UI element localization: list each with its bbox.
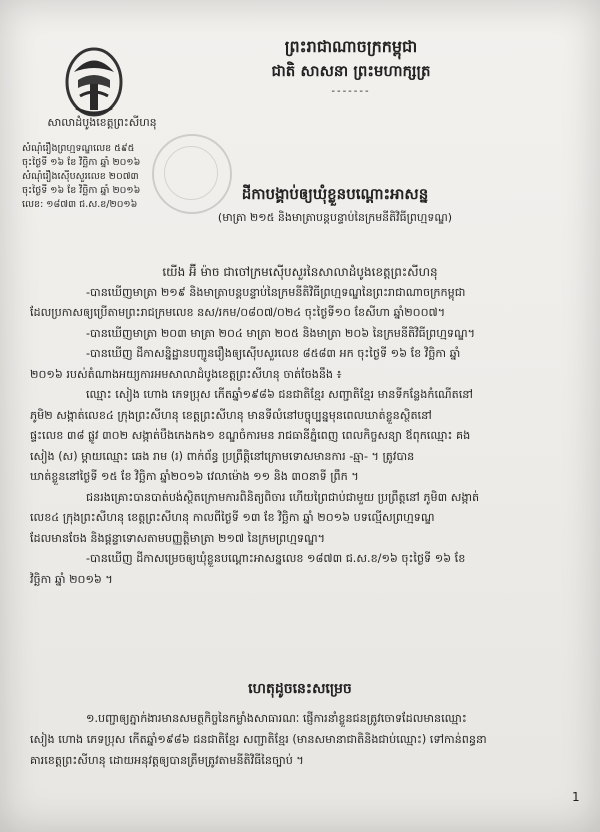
body-line: ឈ្មោះ សៀង ហោង ភេទប្រុស កើតឆ្នាំ១៩៨៦ ជនជាតិខ្មែរ សញ្ជាតិខ្មែរ មានទីកន្លែងកំណើតនៅ bbox=[86, 388, 473, 401]
body-line: ភូមិ២ សង្កាត់លេខ៤ ក្រុងព្រះសីហនុ ខេត្តព្រះសីហនុ មានទីលំនៅបច្ចុប្បន្នមុនពេលឃាត់ខ្លួនស្ថិតនៅ bbox=[30, 408, 432, 422]
court-name: សាលាដំបូងខេត្តព្រះសីហនុ bbox=[47, 116, 157, 129]
page-number: 1 bbox=[572, 790, 580, 804]
body-line: វិច្ឆិកា ឆ្នាំ ២០១៦ ។ bbox=[30, 572, 113, 586]
document-body bbox=[30, 262, 570, 590]
ministry-seal-logo bbox=[64, 44, 124, 124]
document-subtitle: (មាត្រា ២១៥ និងមាត្រាបន្តបន្ទាប់នៃក្រមនីតិវិធីព្រហ្មទណ្ឌ) bbox=[217, 211, 453, 224]
body-line: ជនរងគ្រោះបានបាត់បង់ស្ថិតក្រោមការពិនិត្យពិចារ ហើយព្រៃជាប់ជាមួយ ប្រព្រឹត្តនៅ ភូមិ៣ សង្កាត់ bbox=[86, 490, 480, 504]
body-line: ដែលប្រកាសឲ្យប្រើតាមព្រះរាជក្រមលេខ នស/រកម/០៨០៧/០២៤ ចុះថ្ងៃទី១០ ខែសីហា ឆ្នាំ២០០៧។ bbox=[30, 306, 446, 319]
reference-line: សំណុំរឿងព្រហ្មទណ្ឌលេខ ៥៩៥ bbox=[22, 143, 135, 154]
national-motto: ជាតិ សាសនា ព្រះមហាក្សត្រ bbox=[271, 62, 431, 80]
body-line: -បានឃើញមាត្រា ២១៩ និងមាត្រាបន្តបន្ទាប់នៃក្រមនីតិវិធីព្រហ្មទណ្ឌនៃព្រះរាជាណាចក្រកម្ពុជា bbox=[86, 285, 466, 299]
decision-body bbox=[30, 708, 570, 771]
body-line: សៀង (ស) ម្ដាយឈ្មោះ ឆេង រាម (រ) ពាក់ព័ន្ធ ប្រព្រឹត្តិនៅក្រោមទោសមានការ -ឆ្មា- ។ ត្រូវបាន bbox=[30, 449, 415, 463]
body-line: ផ្ទះលេខ ៣៨ ផ្លូវ ៣០២ សង្កាត់បឹងកេងកង១ ខណ្ឌចំការមន រាជធានីភ្នំពេញ ពេលកិច្ចសន្យា ឪពុកឈ្មោះ គង bbox=[30, 429, 471, 442]
body-line: ២០១៦ របស់តំណាងអយ្យការអមសាលាដំបូងខេត្តព្រះសីហនុ ចាត់ចែងនឹង ៖ bbox=[30, 367, 342, 381]
body-line: -បានឃើញមាត្រា ២០៣ មាត្រា ២០៤ មាត្រា ២០៥ និងមាត្រា ២០៦ នៃក្រមនីតិវិធីព្រហ្មទណ្ឌ។ bbox=[86, 326, 475, 340]
decision-line: ១.បញ្ជាឲ្យភ្នាក់ងារមានសមត្ថកិច្ចនៃកម្លាំងសាធារណៈ ផ្ញើការនាំខ្លួនជនត្រូវចោទដែលមានឈ្មោះ bbox=[86, 712, 467, 725]
reference-line: សំណុំរឿងស៊ើបសួរលេខ ២០៧៣ bbox=[22, 171, 139, 182]
reference-line: ចុះថ្ងៃទី ១៦ ខែ វិច្ឆិកា ឆ្នាំ ២០១៦ bbox=[22, 157, 141, 168]
body-line: លេខ៤ ក្រុងព្រះសីហនុ ខេត្តព្រះសីហនុ កាលពីថ្ងៃទី ១៣ ខែ វិច្ឆិកា ឆ្នាំ ២០១៦ បទល្មើសព្រហ្មទណ្ឌ bbox=[30, 511, 435, 524]
decision-line: សៀង ហោង ភេទប្រុស កើតឆ្នាំ១៩៨៦ ជនជាតិខ្មែរ សញ្ជាតិខ្មែរ (មានសមានាជាតិនិងជាប់ឈ្មោះ) ទៅកាន់ពន្ធនា bbox=[30, 733, 487, 746]
body-line: -បានឃើញ ដីកាសន្និដ្ឋានបញ្ជូនរឿងឲ្យស៊ើបសួរលេខ ៨៥៨៣ អក ចុះថ្ងៃទី ១៦ ខែ វិច្ឆិកា ឆ្នាំ bbox=[86, 347, 461, 360]
reference-line: លេខ: ១៨៧៣ ជ.ស.ខ/២០១៦ bbox=[22, 199, 138, 210]
reference-line: ចុះថ្ងៃទី ១៦ ខែ វិច្ឆិកា ឆ្នាំ ២០១៦ bbox=[22, 185, 141, 196]
decision-heading: ហេតុដូចនេះសម្រេច bbox=[248, 681, 352, 697]
kingdom-title: ព្រះរាជាណាចក្រកម្ពុជា bbox=[284, 37, 418, 56]
ornament-divider: ------- bbox=[331, 86, 371, 97]
judge-intro: យើង អ៊ី ម៉ាច ជាចៅក្រមស៊ើបសួរនៃសាលាដំបូងខេត្តព្រះសីហនុ bbox=[162, 265, 438, 279]
body-line: -បានឃើញ ដីកាសម្រេចឲ្យឃុំខ្លួនបណ្ដោះអាសន្នលេខ ១៨៧៣ ជ.ស.ខ/១៦ ចុះថ្ងៃទី ១៦ ខែ bbox=[86, 552, 466, 565]
body-line: ឃាត់ខ្លួននៅថ្ងៃទី ១៥ ខែ វិច្ឆិកា ឆ្នាំ២០១៦ វេលាម៉ោង ១១ និង ៣០នាទី ព្រឹក ។ bbox=[30, 470, 359, 483]
document-title-block bbox=[150, 185, 520, 227]
decision-line: គារខេត្តព្រះសីហនុ ដោយអនុវត្តឲ្យបានត្រឹមត្រូវតាមនីតិវិធីនៃច្បាប់ ។ bbox=[30, 754, 304, 767]
document-title: ដីកាបង្គាប់ឲ្យឃុំខ្លួនបណ្ដោះអាសន្ន bbox=[241, 185, 429, 203]
kingdom-heading bbox=[236, 36, 466, 97]
body-line: ដែលមានចែង និងផ្ដន្ទាទោសតាមបញ្ញត្តិមាត្រា ២១៧ នៃក្រមព្រហ្មទណ្ឌ។ bbox=[30, 531, 326, 545]
